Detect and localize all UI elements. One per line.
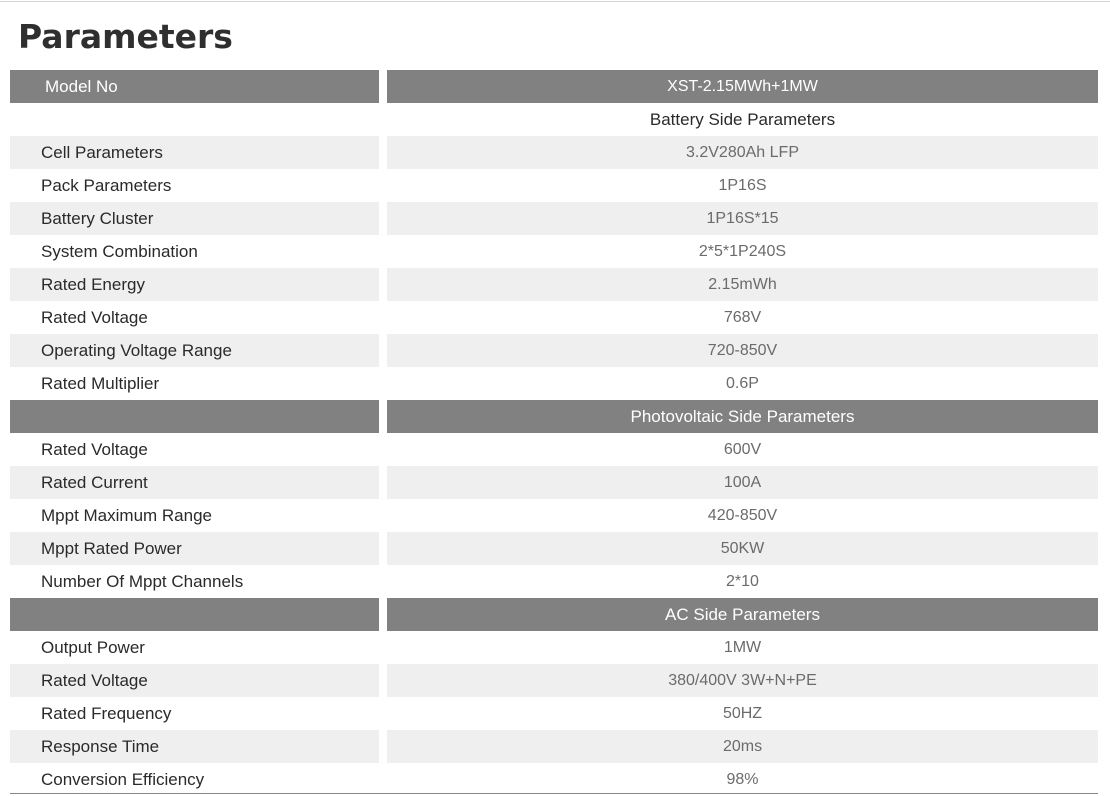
section-title: AC Side Parameters bbox=[665, 605, 820, 624]
row-label: Rated Multiplier bbox=[41, 374, 160, 393]
row-value: 1MW bbox=[723, 639, 762, 656]
row-label: Number Of Mppt Channels bbox=[41, 572, 244, 591]
row-label: Cell Parameters bbox=[41, 143, 163, 162]
bottom-divider bbox=[10, 793, 1098, 794]
table-row bbox=[10, 631, 1098, 664]
row-value: 600V bbox=[723, 441, 762, 458]
row-label: Mppt Rated Power bbox=[41, 539, 182, 558]
table-row bbox=[10, 334, 1098, 367]
table-row bbox=[10, 565, 1098, 598]
row-value: 50KW bbox=[720, 540, 765, 557]
section-title: Battery Side Parameters bbox=[649, 110, 836, 129]
model-no-label: Model No bbox=[45, 77, 118, 96]
model-no-value: XST-2.15MWh+1MW bbox=[667, 78, 818, 95]
section-header-photovoltaic bbox=[10, 400, 1098, 433]
row-value: 2*10 bbox=[726, 573, 759, 590]
row-value: 50HZ bbox=[722, 705, 763, 722]
table-row bbox=[10, 532, 1098, 565]
top-divider bbox=[0, 1, 1110, 2]
table-row bbox=[10, 136, 1098, 169]
row-value: 1P16S bbox=[718, 177, 767, 194]
table-row bbox=[10, 499, 1098, 532]
table-row bbox=[10, 763, 1098, 796]
row-label: Response Time bbox=[41, 737, 160, 756]
table-row bbox=[10, 301, 1098, 334]
table-row bbox=[10, 367, 1098, 400]
table-row bbox=[10, 202, 1098, 235]
table-header-row bbox=[10, 70, 1098, 103]
row-label: Rated Current bbox=[41, 473, 148, 492]
row-value: 1P16S*15 bbox=[706, 210, 779, 227]
table-row bbox=[10, 268, 1098, 301]
section-header-ac bbox=[10, 598, 1098, 631]
page-title: Parameters bbox=[18, 17, 233, 56]
table-row bbox=[10, 466, 1098, 499]
row-label: System Combination bbox=[41, 242, 198, 261]
row-label: Pack Parameters bbox=[41, 176, 172, 195]
row-label: Mppt Maximum Range bbox=[41, 506, 213, 525]
row-value: 100A bbox=[723, 474, 762, 491]
spec-table bbox=[10, 70, 1098, 796]
row-label: Output Power bbox=[41, 638, 145, 657]
row-value: 20ms bbox=[722, 738, 763, 755]
row-label: Rated Voltage bbox=[41, 308, 148, 327]
row-label: Conversion Efficiency bbox=[41, 770, 205, 789]
table-row bbox=[10, 697, 1098, 730]
table-row bbox=[10, 433, 1098, 466]
section-header-battery bbox=[10, 103, 1098, 136]
section-title: Photovoltaic Side Parameters bbox=[630, 407, 855, 426]
table-row bbox=[10, 664, 1098, 697]
table-row bbox=[10, 169, 1098, 202]
row-value: 98% bbox=[726, 771, 759, 788]
row-value: 0.6P bbox=[726, 375, 759, 392]
row-label: Rated Energy bbox=[41, 275, 145, 294]
row-label: Battery Cluster bbox=[41, 209, 154, 228]
row-value: 380/400V 3W+N+PE bbox=[668, 672, 817, 689]
row-value: 420-850V bbox=[707, 507, 778, 524]
table-row bbox=[10, 730, 1098, 763]
table-row bbox=[10, 235, 1098, 268]
row-value: 2.15mWh bbox=[708, 276, 777, 293]
row-label: Rated Voltage bbox=[41, 440, 148, 459]
row-label: Operating Voltage Range bbox=[41, 341, 232, 360]
row-value: 3.2V280Ah LFP bbox=[686, 144, 799, 161]
row-value: 720-850V bbox=[707, 342, 778, 359]
row-label: Rated Frequency bbox=[41, 704, 172, 723]
row-label: Rated Voltage bbox=[41, 671, 148, 690]
row-value: 2*5*1P240S bbox=[698, 243, 787, 260]
row-value: 768V bbox=[723, 309, 762, 326]
